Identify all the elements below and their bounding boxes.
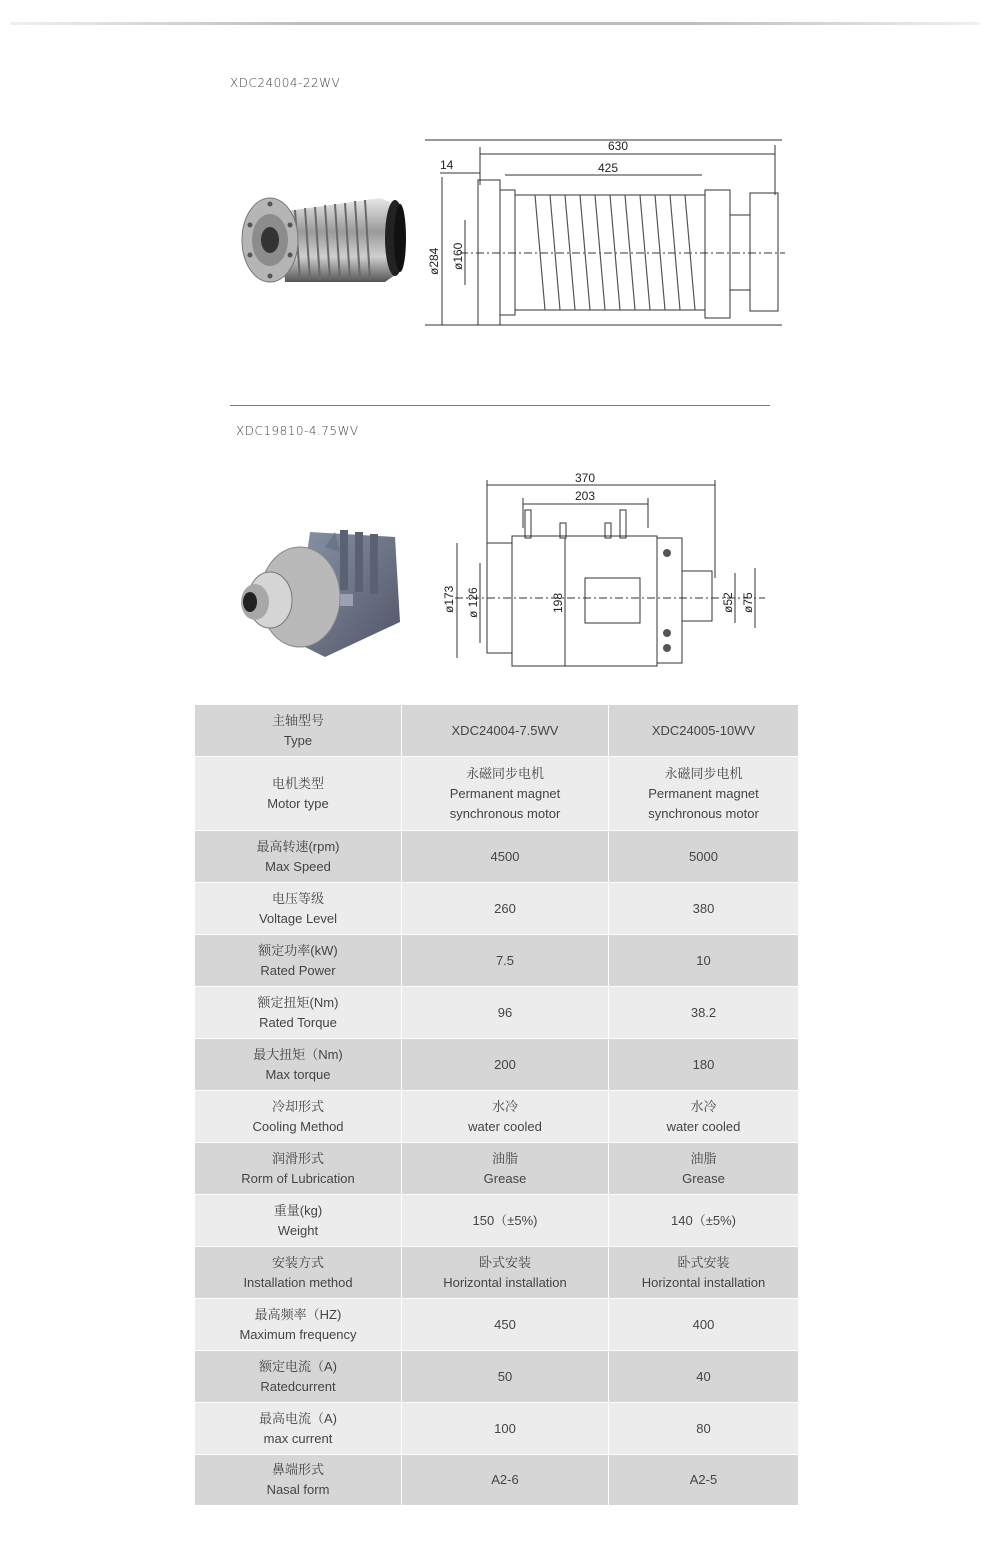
- header-model-2: XDC24005-10WV: [609, 705, 799, 757]
- row-label: 电机类型 Motor type: [195, 757, 402, 831]
- value-model-1: 450: [402, 1299, 609, 1351]
- header-model-1: XDC24004-7.5WV: [402, 705, 609, 757]
- row-label: 冷却形式 Cooling Method: [195, 1091, 402, 1143]
- section-divider: [230, 405, 770, 406]
- table-row: [195, 831, 799, 883]
- dim-d52: ø52: [721, 592, 735, 613]
- table-header-row: [195, 705, 799, 757]
- top-divider: [10, 22, 980, 25]
- row-label: 额定电流（A) Ratedcurrent: [195, 1351, 402, 1403]
- header-label: 主轴型号 Type: [195, 705, 402, 757]
- dim-d75: ø75: [741, 592, 755, 613]
- technical-drawing-2: [435, 468, 775, 678]
- table-row: [195, 1247, 799, 1299]
- table-row: [195, 883, 799, 935]
- value-model-2: 40: [609, 1351, 799, 1403]
- row-label: 额定功率(kW) Rated Power: [195, 935, 402, 987]
- row-label: 最高转速(rpm) Max Speed: [195, 831, 402, 883]
- dim-198: 198: [551, 592, 565, 613]
- table-row: [195, 1091, 799, 1143]
- value-model-1: 50: [402, 1351, 609, 1403]
- value-model-2: 80: [609, 1403, 799, 1455]
- table-row: [195, 935, 799, 987]
- row-label: 鼻端形式 Nasal form: [195, 1455, 402, 1506]
- dim-d173: ø173: [442, 585, 456, 613]
- dim-d160: ø160: [451, 242, 465, 270]
- value-model-2: 5000: [609, 831, 799, 883]
- row-label: 重量(kg) Weight: [195, 1195, 402, 1247]
- value-model-1: 卧式安装 Horizontal installation: [402, 1247, 609, 1299]
- value-model-2: 永磁同步电机 Permanent magnet synchronous motor: [609, 757, 799, 831]
- value-model-2: 38.2: [609, 987, 799, 1039]
- value-model-1: 200: [402, 1039, 609, 1091]
- row-label: 安装方式 Installation method: [195, 1247, 402, 1299]
- value-model-1: 100: [402, 1403, 609, 1455]
- table-row: [195, 987, 799, 1039]
- model-label-2: XDC19810-4.75WV: [236, 424, 359, 438]
- value-model-1: 水冷 water cooled: [402, 1091, 609, 1143]
- value-model-2: 380: [609, 883, 799, 935]
- row-label: 电压等级 Voltage Level: [195, 883, 402, 935]
- value-model-2: 140（±5%): [609, 1195, 799, 1247]
- dim-d284: ø284: [427, 247, 441, 275]
- value-model-2: 卧式安装 Horizontal installation: [609, 1247, 799, 1299]
- table-row: [195, 1039, 799, 1091]
- value-model-1: 260: [402, 883, 609, 935]
- row-label: 最高电流（A) max current: [195, 1403, 402, 1455]
- table-row: [195, 1143, 799, 1195]
- value-model-1: 150（±5%): [402, 1195, 609, 1247]
- row-label: 最高频率（HZ) Maximum frequency: [195, 1299, 402, 1351]
- value-model-1: 油脂 Grease: [402, 1143, 609, 1195]
- dim-630: 630: [608, 139, 629, 153]
- table-row: [195, 757, 799, 831]
- dim-425: 425: [598, 161, 619, 175]
- value-model-2: 400: [609, 1299, 799, 1351]
- table-row: [195, 1455, 799, 1506]
- spindle-photo-2: [225, 522, 410, 662]
- table-row: [195, 1195, 799, 1247]
- value-model-2: 180: [609, 1039, 799, 1091]
- spec-table: [194, 704, 799, 1506]
- value-model-1: 永磁同步电机 Permanent magnet synchronous motor: [402, 757, 609, 831]
- value-model-2: A2-5: [609, 1455, 799, 1506]
- row-label: 润滑形式 Rorm of Lubrication: [195, 1143, 402, 1195]
- value-model-1: A2-6: [402, 1455, 609, 1506]
- value-model-1: 96: [402, 987, 609, 1039]
- dim-d126: ø 126: [466, 587, 480, 618]
- value-model-2: 10: [609, 935, 799, 987]
- row-label: 额定扭矩(Nm) Rated Torque: [195, 987, 402, 1039]
- dim-370: 370: [575, 471, 596, 485]
- value-model-1: 4500: [402, 831, 609, 883]
- technical-drawing-1: [420, 135, 800, 335]
- spindle-photo-1: [240, 190, 410, 300]
- value-model-2: 水冷 water cooled: [609, 1091, 799, 1143]
- dim-14: 14: [440, 158, 454, 172]
- value-model-1: 7.5: [402, 935, 609, 987]
- row-label: 最大扭矩（Nm) Max torque: [195, 1039, 402, 1091]
- dim-203: 203: [575, 489, 596, 503]
- model-label-1: XDC24004-22WV: [230, 76, 341, 90]
- value-model-2: 油脂 Grease: [609, 1143, 799, 1195]
- table-row: [195, 1351, 799, 1403]
- table-row: [195, 1299, 799, 1351]
- table-row: [195, 1403, 799, 1455]
